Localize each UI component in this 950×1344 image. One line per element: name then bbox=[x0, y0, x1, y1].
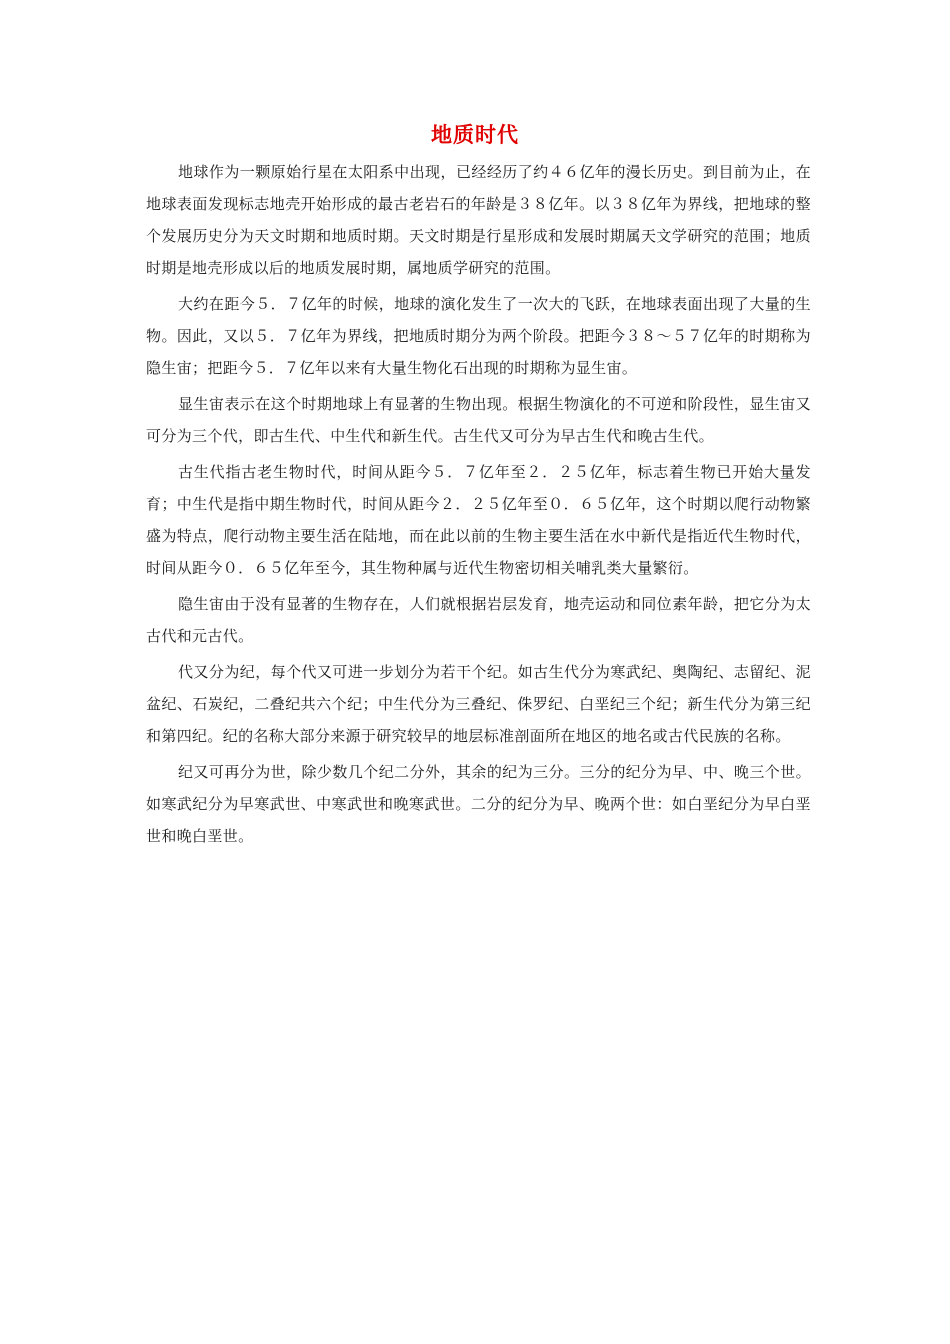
paragraph: 纪又可再分为世，除少数几个纪二分外，其余的纪为三分。三分的纪分为早、中、晚三个世。如寒武纪分为早寒武世、中寒武世和晚寒武世。二分的纪分为早、晚两个世：如白垩纪分为早白垩世和晚白垩世。 bbox=[146, 763, 811, 845]
paragraph: 古生代指古老生物时代，时间从距今５．７亿年至２．２５亿年，标志着生物已开始大量发育；中生代是指中期生物时代，时间从距今２．２５亿年至０．６５亿年，这个时期以爬行动物繁盛为特点，爬行动物主要生活在陆地，而在此以前的生物主要生活在水中新代是指近代生物时代，时间从距今０．６５亿年至今，其生物种属与近代生物密切相关哺乳类大量繁衍。 bbox=[146, 463, 811, 577]
paragraph: 显生宙表示在这个时期地球上有显著的生物出现。根据生物演化的不可逆和阶段性，显生宙又可分为三个代，即古生代、中生代和新生代。古生代又可分为早古生代和晚古生代。 bbox=[146, 395, 811, 445]
paragraph: 大约在距今５．７亿年的时候，地球的演化发生了一次大的飞跃，在地球表面出现了大量的生物。因此，又以５．７亿年为界线，把地质时期分为两个阶段。把距今３８～５７亿年的时期称为隐生宙；把距今５．７亿年以来有大量生物化石出现的时期称为显生宙。 bbox=[146, 295, 811, 377]
document-body bbox=[146, 156, 811, 856]
document-title: 地质时代 bbox=[431, 123, 519, 147]
paragraph: 隐生宙由于没有显著的生物存在，人们就根据岩层发育，地壳运动和同位素年龄，把它分为太古代和元古代。 bbox=[146, 595, 811, 645]
paragraph: 代又分为纪，每个代又可进一步划分为若干个纪。如古生代分为寒武纪、奥陶纪、志留纪、泥盆纪、石炭纪，二叠纪共六个纪；中生代分为三叠纪、侏罗纪、白垩纪三个纪；新生代分为第三纪和第四纪。纪的名称大部分来源于研究较早的地层标准剖面所在地区的地名或古代民族的名称。 bbox=[146, 663, 811, 745]
paragraph: 地球作为一颗原始行星在太阳系中出现，已经经历了约４６亿年的漫长历史。到目前为止，在地球表面发现标志地壳开始形成的最古老岩石的年龄是３８亿年。以３８亿年为界线，把地球的整个发展历史分为天文时期和地质时期。天文时期是行星形成和发展时期属天文学研究的范围；地质时期是地壳形成以后的地质发展时期，属地质学研究的范围。 bbox=[146, 163, 811, 277]
